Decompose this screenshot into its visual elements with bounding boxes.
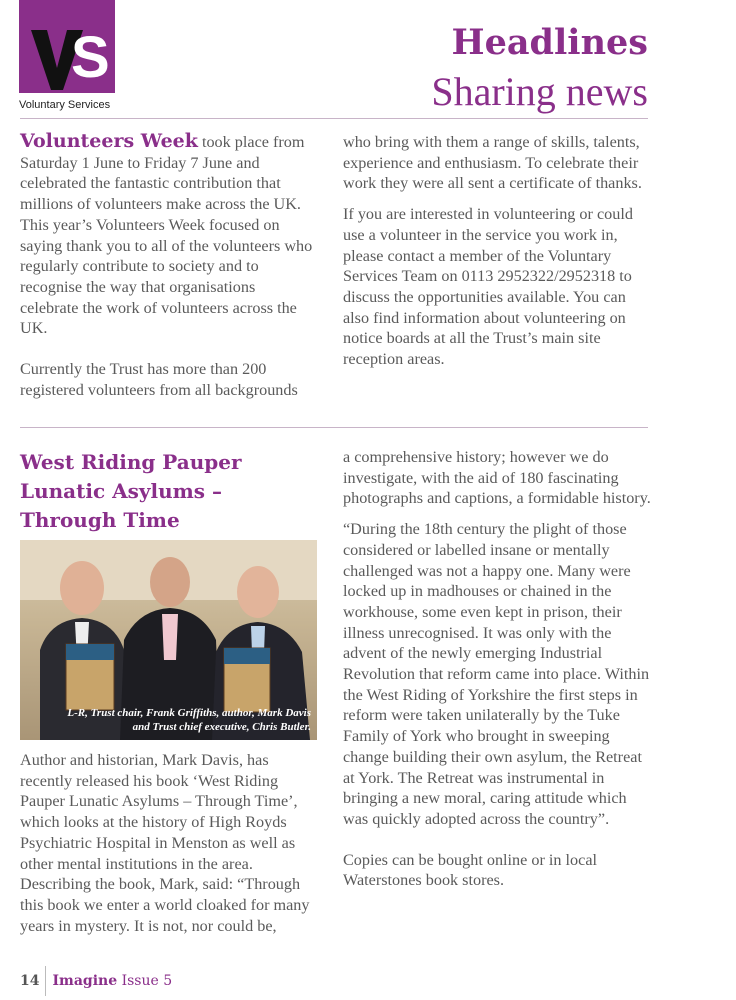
article1-lead-text: took place from Saturday 1 June to Friday 7 June and celebrated the fantastic contribution that millions of volunteers make across the UK. This year’s Volunteers Week focused on saying thank you to all of the volunteers who regularly contribute to society and to recognise the way that organisations celebrate the work of volunteers across the UK. [20, 133, 313, 338]
article2-paragraph-2: a comprehensive history; however we do investigate, with the aid of 180 fascinating photographs and captions, a formidable history. [343, 448, 651, 508]
voluntary-services-logo [19, 0, 115, 114]
article1-left-column [20, 131, 313, 410]
page-title: Headlines [451, 22, 648, 63]
section-divider [20, 427, 648, 428]
page-number: 14 [20, 973, 40, 989]
header-divider [20, 118, 648, 119]
issue-label: Issue 5 [117, 973, 173, 989]
article1-paragraph-4: If you are interested in volunteering or could use a volunteer in the service you work in, please contact a member of the Voluntary Services Team on 0113 2952322/2952318 to discuss the opportunities available. You can also find information about volunteering on notice boards at all the Trust’s main site reception areas. [343, 205, 633, 369]
photo-caption: L-R, Trust chair, Frank Griffiths, author, Mark Davis and Trust chief executive, Chris Butler. [67, 707, 311, 733]
article1-paragraph-2: Currently the Trust has more than 200 registered volunteers from all backgrounds [20, 360, 298, 399]
article2-paragraph-4: Copies can be bought online or in local Waterstones book stores. [343, 850, 597, 890]
magazine-name: Imagine [52, 973, 118, 989]
article2-right-column [343, 447, 655, 901]
article2-paragraph-3: “During the 18th century the plight of those considered or labelled insane or mentally challenged was not a happy one. Many were locked up in madhouses or chained in the workhouse, some even kept in prison, their illness unrecognised. It was only with the advent of the newly emerging Industrial Revolution that reform came into place. Within the West Riding of Yorkshire the first steps in reform were taken unilaterally by the Tuke Family of York who brought in sweeping change building their own asylum, the Retreat at York. The Retreat was instrumental in bringing a new moral, caring attitude which was quickly adopted across the country”. [343, 520, 650, 828]
page-footer [20, 966, 172, 996]
article2-title: West Riding Pauper Lunatic Asylums – Through Time [20, 450, 242, 532]
article2-paragraph-1: Author and historian, Mark Davis, has recently released his book ‘West Riding Pauper Lunatic Asylums – Through Time’, which looks at the history of High Royds Psychiatric Hospital in Menston as well as other mental institutions in the area. Describing the book, Mark, said: “Through this book we enter a world cloaked for many years in mystery. It is not, nor could be, [20, 751, 310, 935]
article2-left-column [20, 750, 322, 946]
vs-logo-s: S [71, 25, 110, 90]
article1-lead: Volunteers Week [20, 130, 198, 152]
footer-separator [45, 966, 46, 996]
page-subtitle: Sharing news [431, 69, 648, 114]
article1-right-column [343, 132, 653, 380]
article1-paragraph-3: who bring with them a range of skills, talents, experience and enthusiasm. To celebrate their work they were all sent a certificate of thanks. [343, 133, 642, 193]
logo-caption: Voluntary Services [19, 99, 111, 111]
article1-paragraph-1 [20, 131, 313, 339]
article2-photo [20, 540, 317, 740]
